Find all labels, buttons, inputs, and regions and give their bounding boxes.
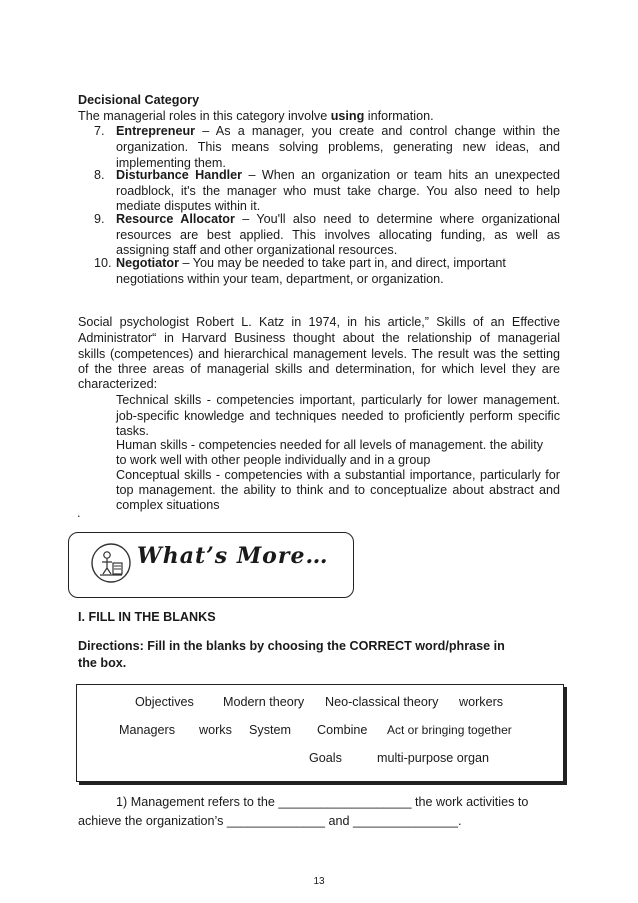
list-line: Negotiator – You may be needed to take part in, and direct, important [116,256,506,270]
list-number: 10. [94,256,112,270]
word-option: multi-purpose organ [377,751,490,765]
word-option: Objectives [135,695,194,709]
paragraph-line: of the three areas of managerial skills and determination, for which level they are [78,362,560,376]
section-heading: Decisional Category [78,93,200,107]
learner-icon [89,541,133,585]
question-line: 1) Management refers to the ___________________ the work activities to [116,795,529,809]
list-number: 7. [94,124,105,138]
word-option: System [249,723,291,737]
list-line: Conceptual skills - competencies with a substantial importance, particularly for [116,468,560,482]
word-option: works [199,723,232,737]
list-line: Resource Allocator – You'll also need to determine where organizational [116,212,560,226]
paragraph-line: Administrator“ in Harvard Business thought about the relationship of managerial [78,331,560,345]
list-line: assigning staff and other organizational resources. [116,243,398,257]
paragraph-line: skills (competences) and hierarchical management levels. The result was the setting [78,347,560,361]
list-line: Technical skills - competencies important, particularly for lower management. [116,393,560,407]
whats-more-title: What’s More… [137,543,329,569]
directions-line: Directions: Fill in the blanks by choosing the CORRECT word/phrase in [78,639,505,653]
list-line: job-specific knowledge and techniques needed to proficiently perform specific [116,409,560,423]
word-option: Modern theory [223,695,305,709]
list-number: 8. [94,168,105,182]
stray-mark: . [77,506,81,520]
word-option: Goals [309,751,342,765]
list-line: Human skills - competencies needed for all levels of management. the ability [116,438,544,452]
list-line: implementing them. [116,156,226,170]
list-line: roadblock, it's the manager who must take charge. You also need to help [116,184,560,198]
word-option: Combine [317,723,368,737]
directions-line: the box. [78,656,127,670]
list-line: tasks. [116,424,149,438]
question-line: achieve the organization’s ______________ and _______________. [78,814,462,828]
list-line: complex situations [116,498,220,512]
list-line: top management. the ability to think and to conceptualize about abstract and [116,483,560,497]
word-option: Act or bringing together [387,723,512,737]
list-line: resources are best applied. This involves allocating funding, as well as [116,228,560,242]
whats-more-banner [68,532,354,598]
list-line: Entrepreneur – As a manager, you create and control change within the [116,124,560,138]
page-number: 13 [313,876,325,887]
paragraph-line: Social psychologist Robert L. Katz in 1974, in his article,” Skills of an Effective [78,315,560,329]
paragraph-line: characterized: [78,377,158,391]
word-bank-box [76,684,564,782]
list-line: negotiations within your team, department, or organization. [116,272,444,286]
list-line: Disturbance Handler – When an organization or team hits an unexpected [116,168,560,182]
section-intro: The managerial roles in this category involve using information. [78,109,434,123]
list-line: mediate disputes within it. [116,199,261,213]
list-number: 9. [94,212,105,226]
list-line: to work well with other people individually and in a group [116,453,431,467]
word-option: Neo-classical theory [325,695,439,709]
word-option: workers [459,695,504,709]
word-option: Managers [119,723,176,737]
activity-heading: I. FILL IN THE BLANKS [78,610,216,624]
list-line: organization. This means solving problems, generating new ideas, and [116,140,560,154]
